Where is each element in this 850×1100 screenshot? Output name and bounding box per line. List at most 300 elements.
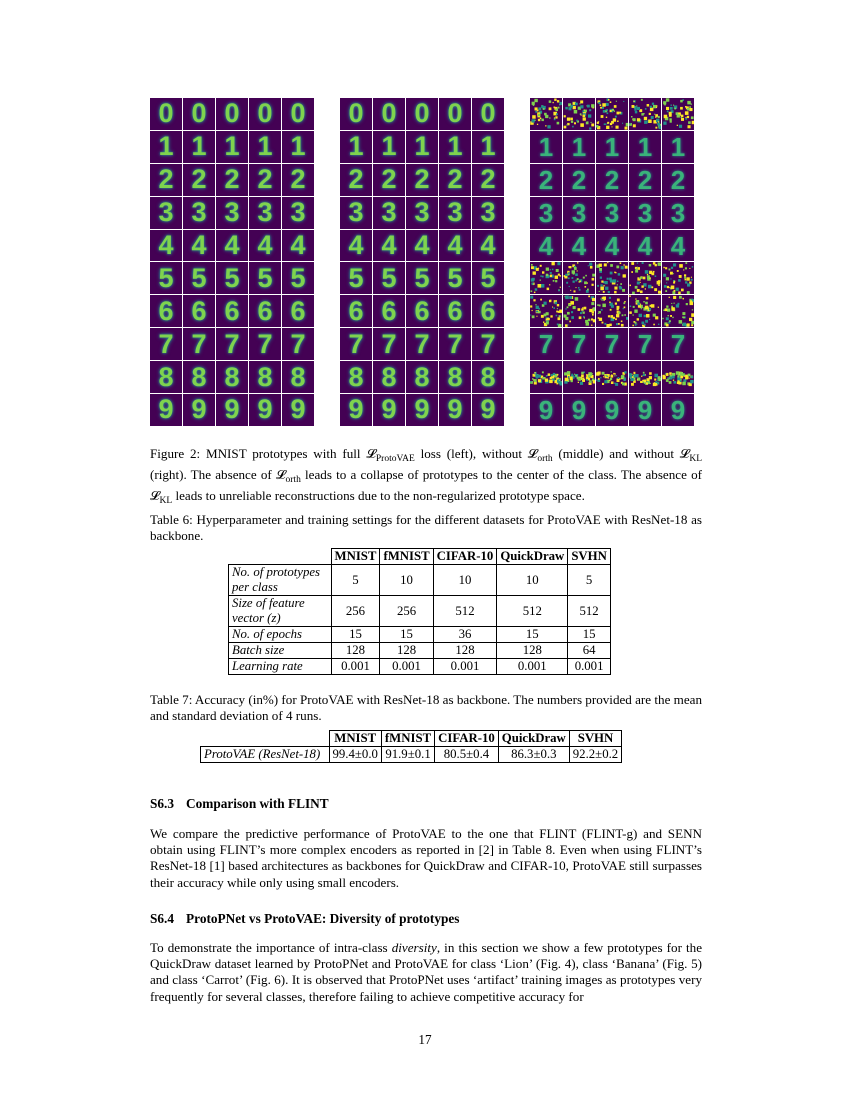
- prototype-image-5: [282, 262, 314, 294]
- noisy-reconstruction: [629, 295, 661, 327]
- prototype-image-1: [472, 131, 504, 163]
- prototype-image-9: [183, 394, 215, 426]
- prototype-image-6: [563, 295, 595, 327]
- table7-caption: Table 7: Accuracy (in%) for ProtoVAE with ResNet-18 as backbone. The numbers provided are the mean and standard deviation of 4 runs.: [150, 692, 703, 724]
- prototype-image-4: [249, 230, 281, 262]
- prototype-image-1: [183, 131, 215, 163]
- digit-glyph: 5: [191, 262, 207, 293]
- prototype-image-9: [530, 394, 562, 426]
- prototype-image-2: [530, 164, 562, 196]
- prototype-image-8: [340, 361, 372, 393]
- prototype-image-1: [406, 131, 438, 163]
- noisy-reconstruction: [662, 98, 694, 130]
- table6-cell: 512: [433, 596, 497, 627]
- table6-header: QuickDraw: [497, 549, 568, 565]
- prototype-image-1: [216, 131, 248, 163]
- digit-glyph: 1: [381, 131, 397, 162]
- digit-glyph: 6: [480, 295, 496, 326]
- digit-glyph: 0: [158, 98, 174, 129]
- noisy-reconstruction: [629, 98, 661, 130]
- table6-header-row: [229, 549, 611, 565]
- prototype-image-5: [150, 262, 182, 294]
- prototype-image-2: [282, 164, 314, 196]
- table7-header: MNIST: [329, 731, 381, 747]
- prototype-image-7: [249, 328, 281, 360]
- digit-glyph: 3: [290, 197, 306, 228]
- prototype-image-6: [530, 295, 562, 327]
- table6-cell: 128: [433, 643, 497, 659]
- digit-glyph: 1: [257, 131, 273, 162]
- table6-cell: 512: [497, 596, 568, 627]
- digit-glyph: 1: [538, 131, 554, 162]
- table7-header-row: [201, 731, 622, 747]
- prototype-image-5: [530, 262, 562, 294]
- digit-glyph: 3: [348, 197, 364, 228]
- prototype-image-6: [472, 295, 504, 327]
- table6-caption: Table 6: Hyperparameter and training settings for the different datasets for ProtoVAE with ResNet-18 as backbone.: [150, 512, 702, 544]
- table6-cell: 128: [380, 643, 433, 659]
- table7-cell: 80.5±0.4: [435, 747, 499, 763]
- table6-cell: 5: [568, 565, 611, 596]
- table6-row-label: Size of feature vector (z): [229, 596, 332, 627]
- prototype-image-8: [183, 361, 215, 393]
- digit-glyph: 2: [538, 164, 554, 195]
- table6-row-label: No. of prototypes per class: [229, 565, 332, 596]
- prototype-image-7: [373, 328, 405, 360]
- digit-glyph: 3: [414, 197, 430, 228]
- table6-cell: 64: [568, 643, 611, 659]
- prototype-image-3: [373, 197, 405, 229]
- prototype-image-1: [373, 131, 405, 163]
- digit-glyph: 7: [191, 328, 207, 359]
- table6-cell: 10: [433, 565, 497, 596]
- prototype-image-0: [439, 98, 471, 130]
- digit-glyph: 3: [381, 197, 397, 228]
- prototype-image-5: [183, 262, 215, 294]
- prototype-image-3: [563, 197, 595, 229]
- digit-glyph: 0: [257, 98, 273, 129]
- digit-glyph: 2: [158, 164, 174, 195]
- digit-glyph: 7: [538, 329, 554, 360]
- noisy-reconstruction: [530, 262, 562, 294]
- digit-glyph: 7: [670, 329, 686, 360]
- noisy-reconstruction: [563, 98, 595, 130]
- table6-row: [229, 596, 611, 627]
- prototype-image-3: [406, 197, 438, 229]
- table6-cell: 0.001: [568, 659, 611, 675]
- prototype-image-0: [282, 98, 314, 130]
- digit-glyph: 5: [224, 262, 240, 293]
- prototype-image-5: [662, 262, 694, 294]
- prototype-image-5: [563, 262, 595, 294]
- prototype-image-1: [282, 131, 314, 163]
- prototype-image-4: [282, 230, 314, 262]
- digit-glyph: 7: [604, 329, 620, 360]
- digit-glyph: 4: [414, 230, 430, 260]
- digit-glyph: 7: [571, 329, 587, 360]
- prototype-image-3: [596, 197, 628, 229]
- table6-cell: 0.001: [497, 659, 568, 675]
- digit-glyph: 9: [637, 394, 653, 425]
- prototype-image-9: [406, 394, 438, 426]
- prototype-image-6: [596, 295, 628, 327]
- prototype-image-1: [530, 131, 562, 163]
- prototype-image-9: [662, 394, 694, 426]
- prototype-image-4: [150, 230, 182, 262]
- prototype-image-5: [373, 262, 405, 294]
- prototype-image-9: [439, 394, 471, 426]
- prototype-image-7: [629, 328, 661, 360]
- prototype-image-3: [439, 197, 471, 229]
- digit-glyph: 6: [290, 295, 306, 326]
- table7-cell: 86.3±0.3: [498, 747, 569, 763]
- digit-glyph: 2: [381, 164, 397, 195]
- digit-glyph: 1: [447, 131, 463, 162]
- prototype-image-7: [216, 328, 248, 360]
- digit-glyph: 6: [191, 295, 207, 326]
- table6-cell: 0.001: [331, 659, 380, 675]
- prototype-image-4: [629, 230, 661, 262]
- table6-cell: 36: [433, 627, 497, 643]
- table7-header: SVHN: [569, 731, 621, 747]
- digit-glyph: 4: [604, 230, 620, 261]
- table6-row: [229, 565, 611, 596]
- digit-glyph: 3: [224, 197, 240, 228]
- prototype-image-7: [472, 328, 504, 360]
- prototype-image-0: [629, 98, 661, 130]
- prototype-image-3: [282, 197, 314, 229]
- page-number: 17: [418, 1032, 432, 1047]
- digit-glyph: 8: [414, 361, 430, 392]
- digit-glyph: 1: [224, 131, 240, 162]
- prototype-image-8: [472, 361, 504, 393]
- prototype-image-2: [472, 164, 504, 196]
- digit-glyph: 1: [480, 131, 496, 162]
- prototype-image-8: [373, 361, 405, 393]
- noisy-reconstruction: [530, 98, 562, 130]
- prototype-image-2: [662, 164, 694, 196]
- digit-glyph: 7: [224, 328, 240, 359]
- prototype-image-7: [183, 328, 215, 360]
- prototype-image-4: [596, 230, 628, 262]
- prototype-image-9: [340, 394, 372, 426]
- prototype-image-7: [406, 328, 438, 360]
- digit-glyph: 1: [348, 131, 364, 162]
- digit-glyph: 6: [158, 295, 174, 326]
- digit-glyph: 1: [670, 131, 686, 162]
- digit-glyph: 7: [257, 328, 273, 359]
- prototype-image-9: [373, 394, 405, 426]
- digit-glyph: 6: [414, 295, 430, 326]
- digit-glyph: 3: [447, 197, 463, 228]
- prototype-image-8: [662, 361, 694, 393]
- section-s64-heading: S6.4 ProtoPNet vs ProtoVAE: Diversity of prototypes: [150, 911, 460, 926]
- noisy-reconstruction: [629, 361, 661, 393]
- prototype-image-6: [373, 295, 405, 327]
- digit-glyph: 2: [480, 164, 496, 195]
- prototype-image-2: [406, 164, 438, 196]
- digit-glyph: 4: [224, 230, 240, 260]
- prototype-image-6: [340, 295, 372, 327]
- digit-glyph: 4: [571, 230, 587, 261]
- digit-glyph: 1: [158, 131, 174, 162]
- prototype-image-8: [216, 361, 248, 393]
- noisy-reconstruction: [563, 295, 595, 327]
- table7-header: fMNIST: [381, 731, 434, 747]
- digit-glyph: 9: [414, 394, 430, 425]
- digit-glyph: 9: [158, 394, 174, 425]
- digit-glyph: 7: [348, 328, 364, 359]
- digit-glyph: 2: [348, 164, 364, 195]
- digit-glyph: 4: [348, 230, 364, 260]
- table6-header: SVHN: [568, 549, 611, 565]
- prototype-image-8: [249, 361, 281, 393]
- prototype-image-2: [373, 164, 405, 196]
- prototype-image-5: [249, 262, 281, 294]
- digit-glyph: 6: [447, 295, 463, 326]
- digit-glyph: 9: [670, 394, 686, 425]
- prototype-image-7: [439, 328, 471, 360]
- prototype-image-1: [439, 131, 471, 163]
- prototype-image-0: [183, 98, 215, 130]
- prototype-image-2: [439, 164, 471, 196]
- prototype-image-4: [183, 230, 215, 262]
- prototype-image-8: [563, 361, 595, 393]
- prototype-image-3: [183, 197, 215, 229]
- noisy-reconstruction: [563, 262, 595, 294]
- prototype-image-3: [249, 197, 281, 229]
- digit-glyph: 8: [348, 361, 364, 392]
- prototype-image-0: [662, 98, 694, 130]
- table6-row: [229, 627, 611, 643]
- table6-cell: 15: [331, 627, 380, 643]
- table6-cell: 15: [497, 627, 568, 643]
- table6-cell: 128: [331, 643, 380, 659]
- prototype-image-4: [216, 230, 248, 262]
- table6-cell: 0.001: [380, 659, 433, 675]
- prototype-image-6: [439, 295, 471, 327]
- digit-glyph: 8: [257, 361, 273, 392]
- prototype-image-1: [629, 131, 661, 163]
- digit-glyph: 4: [158, 230, 174, 260]
- digit-glyph: 3: [571, 197, 587, 228]
- prototype-image-0: [340, 98, 372, 130]
- table6-cell: 10: [380, 565, 433, 596]
- prototype-image-0: [373, 98, 405, 130]
- prototype-image-1: [662, 131, 694, 163]
- digit-glyph: 4: [538, 230, 554, 261]
- table6-row: [229, 659, 611, 675]
- digit-glyph: 1: [571, 131, 587, 162]
- figure-panel-without-orth: [340, 98, 504, 426]
- digit-glyph: 2: [191, 164, 207, 195]
- prototype-image-4: [530, 230, 562, 262]
- table7-cell: 92.2±0.2: [569, 747, 621, 763]
- table7-cell: 99.4±0.0: [329, 747, 381, 763]
- digit-glyph: 4: [480, 230, 496, 260]
- table6-cell: 5: [331, 565, 380, 596]
- digit-glyph: 0: [348, 98, 364, 129]
- prototype-image-6: [662, 295, 694, 327]
- prototype-image-0: [563, 98, 595, 130]
- prototype-image-4: [439, 230, 471, 262]
- noisy-reconstruction: [596, 98, 628, 130]
- digit-glyph: 5: [480, 262, 496, 293]
- prototype-image-3: [216, 197, 248, 229]
- digit-glyph: 9: [480, 394, 496, 425]
- prototype-image-4: [340, 230, 372, 262]
- digit-glyph: 3: [604, 197, 620, 228]
- digit-glyph: 3: [257, 197, 273, 228]
- prototype-image-5: [629, 262, 661, 294]
- prototype-image-2: [249, 164, 281, 196]
- digit-glyph: 9: [604, 394, 620, 425]
- digit-glyph: 7: [637, 329, 653, 360]
- digit-glyph: 2: [637, 164, 653, 195]
- digit-glyph: 9: [191, 394, 207, 425]
- prototype-image-6: [282, 295, 314, 327]
- prototype-image-2: [340, 164, 372, 196]
- prototype-image-1: [563, 131, 595, 163]
- digit-glyph: 8: [290, 361, 306, 392]
- table6-header: fMNIST: [380, 549, 433, 565]
- prototype-image-3: [340, 197, 372, 229]
- digit-glyph: 9: [447, 394, 463, 425]
- digit-glyph: 5: [381, 262, 397, 293]
- digit-glyph: 2: [604, 164, 620, 195]
- digit-glyph: 8: [480, 361, 496, 392]
- table6-row: [229, 643, 611, 659]
- digit-glyph: 0: [414, 98, 430, 129]
- digit-glyph: 7: [414, 328, 430, 359]
- digit-glyph: 2: [224, 164, 240, 195]
- section-s63-heading: S6.3 Comparison with FLINT: [150, 796, 329, 811]
- table7-row-label: ProtoVAE (ResNet-18): [201, 747, 330, 763]
- noisy-reconstruction: [662, 361, 694, 393]
- digit-glyph: 7: [158, 328, 174, 359]
- prototype-image-6: [249, 295, 281, 327]
- digit-glyph: 1: [191, 131, 207, 162]
- digit-glyph: 8: [381, 361, 397, 392]
- noisy-reconstruction: [530, 361, 562, 393]
- digit-glyph: 3: [480, 197, 496, 228]
- digit-glyph: 4: [191, 230, 207, 260]
- prototype-image-5: [406, 262, 438, 294]
- digit-glyph: 6: [348, 295, 364, 326]
- table7-row: [201, 747, 622, 763]
- prototype-image-5: [340, 262, 372, 294]
- digit-glyph: 1: [290, 131, 306, 162]
- digit-glyph: 0: [224, 98, 240, 129]
- section-s64-body: To demonstrate the importance of intra-class diversity, in this section we show a few prototypes for the QuickDraw dataset learned by ProtoPNet and ProtoVAE for class ‘Lion’ (Fig. 4), class ‘Banana’ (Fig. 5) and class ‘Carrot’ (Fig. 6). It is observed that ProtoPNet uses ‘artifact’ training images as prototypes very frequently for several classes, therefore failing to achieve competitive accuracy for: [150, 940, 703, 1004]
- digit-glyph: 4: [290, 230, 306, 260]
- noisy-reconstruction: [662, 262, 694, 294]
- table7-header: QuickDraw: [498, 731, 569, 747]
- digit-glyph: 1: [604, 131, 620, 162]
- prototype-image-9: [249, 394, 281, 426]
- digit-glyph: 2: [571, 164, 587, 195]
- digit-glyph: 9: [257, 394, 273, 425]
- prototype-image-2: [150, 164, 182, 196]
- prototype-image-9: [563, 394, 595, 426]
- digit-glyph: 7: [290, 328, 306, 359]
- table6-cell: 256: [331, 596, 380, 627]
- prototype-image-7: [340, 328, 372, 360]
- table7: [200, 730, 622, 763]
- table6-row-label: Learning rate: [229, 659, 332, 675]
- prototype-image-4: [406, 230, 438, 262]
- prototype-image-3: [662, 197, 694, 229]
- digit-glyph: 4: [447, 230, 463, 260]
- prototype-image-8: [439, 361, 471, 393]
- prototype-image-9: [282, 394, 314, 426]
- noisy-reconstruction: [596, 295, 628, 327]
- prototype-image-2: [629, 164, 661, 196]
- prototype-image-8: [629, 361, 661, 393]
- prototype-image-2: [183, 164, 215, 196]
- table6-cell: 256: [380, 596, 433, 627]
- prototype-image-7: [282, 328, 314, 360]
- digit-glyph: 8: [224, 361, 240, 392]
- prototype-image-8: [282, 361, 314, 393]
- figure-caption: Figure 2: MNIST prototypes with full 𝓛$_{ProtoVAE}$ loss (left), without 𝓛$_{orth}$ (middle) and without 𝓛$_{KL}$ (right). The absence of 𝓛$_{orth}$ leads to a collapse of prototypes to the center of the class. The absence of 𝓛$_{KL}$ leads to unreliable reconstructions due to the non-regularized prototype space.: [150, 446, 703, 507]
- prototype-image-4: [563, 230, 595, 262]
- noisy-reconstruction: [596, 262, 628, 294]
- digit-glyph: 3: [637, 197, 653, 228]
- prototype-image-1: [150, 131, 182, 163]
- digit-glyph: 3: [158, 197, 174, 228]
- digit-glyph: 7: [381, 328, 397, 359]
- figure-panel-without-kl: [530, 98, 694, 426]
- digit-glyph: 4: [637, 230, 653, 261]
- table6-cell: 10: [497, 565, 568, 596]
- prototype-image-9: [216, 394, 248, 426]
- prototype-image-2: [563, 164, 595, 196]
- digit-glyph: 9: [224, 394, 240, 425]
- prototype-image-3: [629, 197, 661, 229]
- prototype-image-1: [249, 131, 281, 163]
- digit-glyph: 5: [290, 262, 306, 293]
- prototype-image-5: [439, 262, 471, 294]
- prototype-image-3: [472, 197, 504, 229]
- digit-glyph: 4: [670, 230, 686, 261]
- prototype-image-5: [596, 262, 628, 294]
- prototype-image-0: [530, 98, 562, 130]
- digit-glyph: 6: [381, 295, 397, 326]
- digit-glyph: 4: [381, 230, 397, 260]
- prototype-image-2: [596, 164, 628, 196]
- digit-glyph: 9: [538, 394, 554, 425]
- prototype-image-0: [150, 98, 182, 130]
- digit-glyph: 2: [257, 164, 273, 195]
- table6-row-label: No. of epochs: [229, 627, 332, 643]
- prototype-image-0: [596, 98, 628, 130]
- prototype-image-0: [216, 98, 248, 130]
- digit-glyph: 4: [257, 230, 273, 260]
- prototype-image-8: [150, 361, 182, 393]
- prototype-image-8: [596, 361, 628, 393]
- noisy-reconstruction: [629, 262, 661, 294]
- table6-cell: 15: [380, 627, 433, 643]
- digit-glyph: 0: [290, 98, 306, 129]
- prototype-image-7: [563, 328, 595, 360]
- digit-glyph: 3: [538, 197, 554, 228]
- prototype-image-6: [629, 295, 661, 327]
- table6-header: MNIST: [331, 549, 380, 565]
- prototype-image-0: [406, 98, 438, 130]
- prototype-image-5: [216, 262, 248, 294]
- digit-glyph: 6: [257, 295, 273, 326]
